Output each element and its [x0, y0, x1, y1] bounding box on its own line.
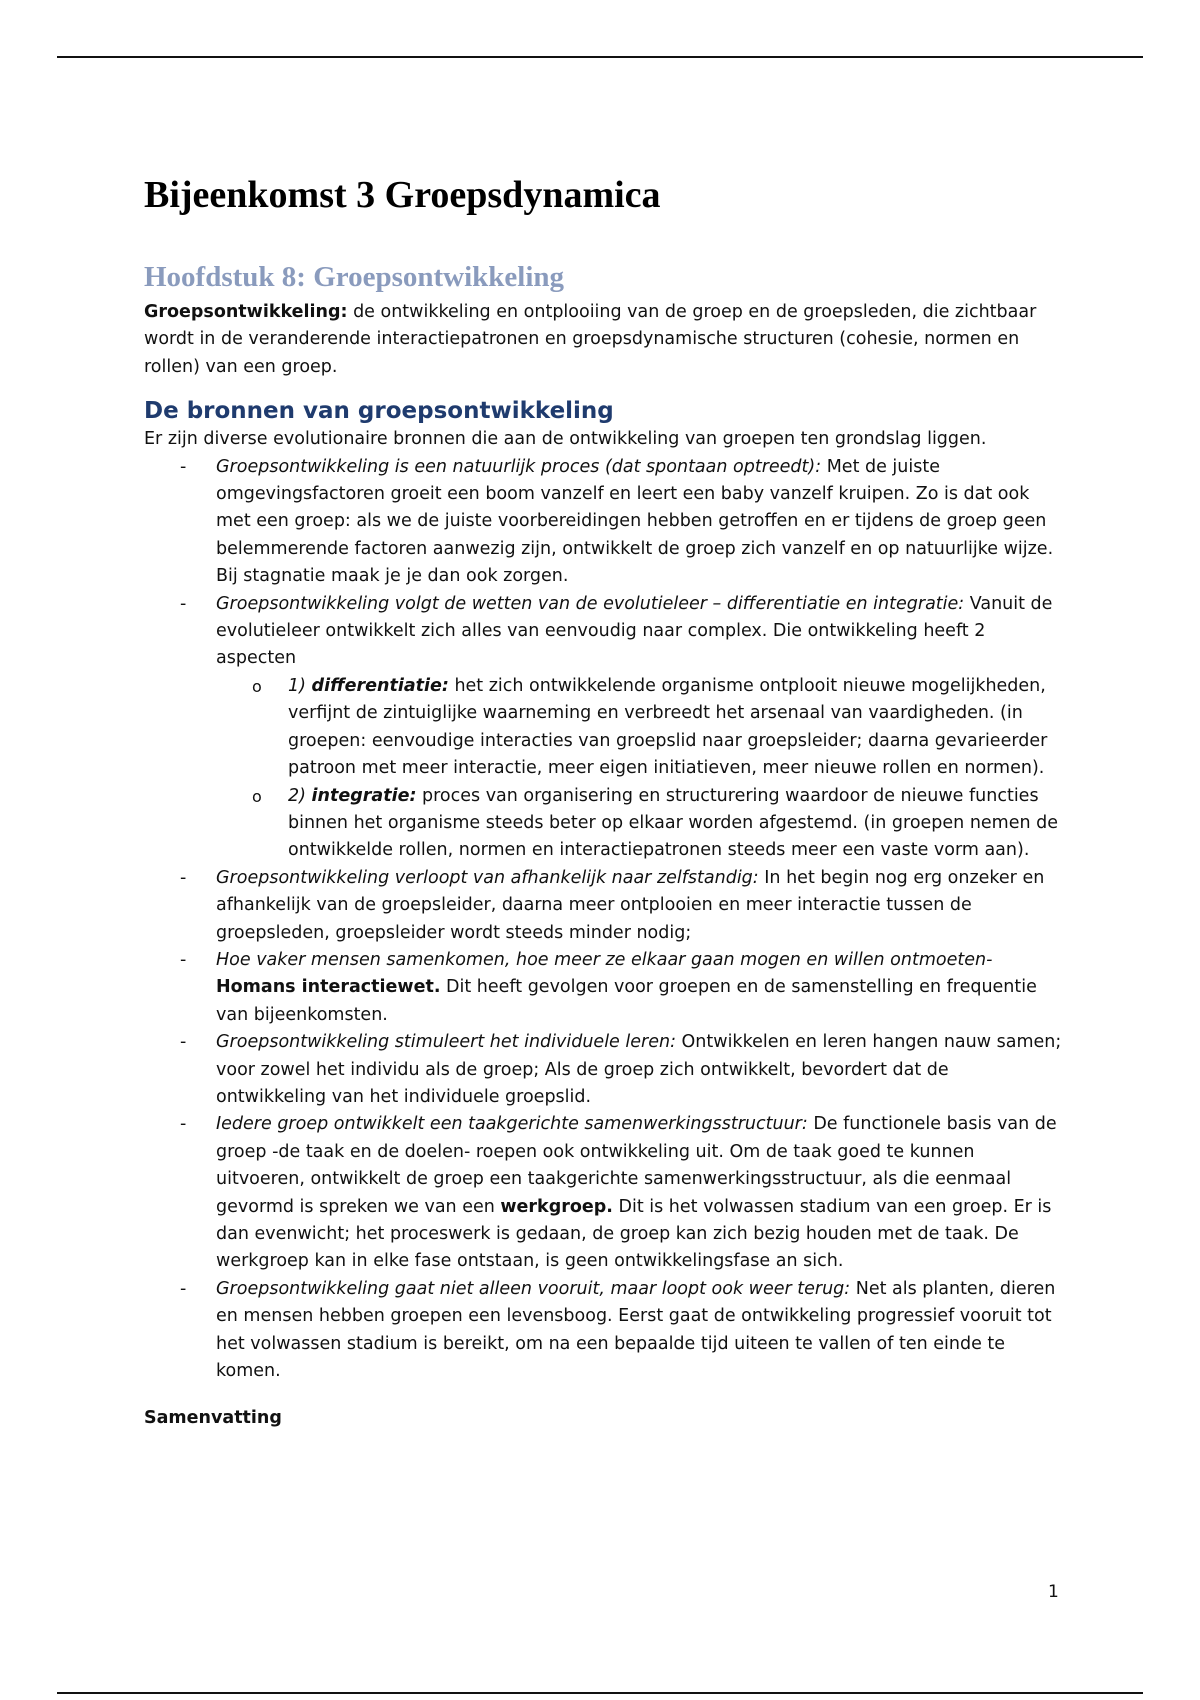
item-bold: Homans interactiewet.: [216, 977, 441, 998]
item-lead: Groepsontwikkeling volgt de wetten van de evolutieleer – differentiatie en integratie:: [216, 593, 965, 614]
dash-bullet: -: [180, 867, 187, 888]
item-text: Dit is het volwassen stadium van een groep. Er is dan evenwicht; het proceswerk is gedaan, de groep kan zich bezig houden met de taak. De werkgroep kan in elke fase ontstaan, is geen ontwikkelingsfase an sich.: [216, 1196, 1052, 1272]
sub-list: [216, 673, 1064, 865]
item-text-before: De functionele basis van de groep -de taak en de doelen- roepen ook ontwikkeling uit. Om de taak goed te kunnen uitvoeren, ontwikkelt de groep een taakgerichte samenwerkingsstructuur, als die eenmaal gevormd is spreken we van een: [216, 1114, 1057, 1217]
item-text: Ontwikkelen en leren hangen nauw samen; voor zowel het individu als de groep; Als de groep zich ontwikkelt, bevordert dat de ontwikkeling van het individuele groepslid.: [216, 1032, 1062, 1107]
document-title: Bijeenkomst 3 Groepsdynamica: [144, 174, 661, 216]
definition-paragraph: [144, 299, 1064, 381]
section-heading: De bronnen van groepsontwikkeling: [144, 398, 614, 425]
dash-bullet: -: [180, 1032, 187, 1053]
item-lead: Groepsontwikkeling is een natuurlijk proces (dat spontaan optreedt):: [216, 456, 822, 477]
item-lead: Groepsontwikkeling stimuleert het individuele leren:: [216, 1032, 676, 1053]
sub-item-term: differentiatie:: [311, 675, 449, 696]
item-text: In het begin nog erg onzeker en afhankelijk van de groepsleider, daarna meer ontplooien en meer interactie tussen de groepsleden, groepsleider wordt steeds minder nodig;: [216, 867, 1045, 943]
sub-item-term: integratie:: [311, 785, 417, 806]
item-text: Dit heeft gevolgen voor groepen en de samenstelling en frequentie van bijeenkomsten.: [216, 977, 1037, 1025]
list-item: [144, 1111, 1064, 1275]
list-item: [144, 1276, 1064, 1386]
item-text: Net als planten, dieren en mensen hebben groepen een levensboog. Eerst gaat de ontwikkeling progressief vooruit tot het volwassen stadium is bereikt, om na een bepaalde tijd uiteen te vallen of ten einde te komen.: [216, 1278, 1056, 1382]
list-item: [144, 865, 1064, 947]
item-text: Vanuit de evolutieleer ontwikkelt zich alles van eenvoudig naar complex. Die ontwikkeling heeft 2 aspecten: [216, 593, 1053, 669]
summary-label: Samenvatting: [144, 1408, 282, 1429]
definition-term: Groepsontwikkeling:: [144, 302, 348, 322]
list-item: [144, 454, 1064, 591]
sub-item-number: 2): [288, 785, 306, 806]
dash-bullet: -: [180, 456, 187, 477]
sub-item-text: het zich ontwikkelende organisme ontplooit nieuwe mogelijkheden, verfijnt de zintuiglijke waarneming en verbreedt het arsenaal van vaardigheden. (in groepen: eenvoudige interacties van groepslid naar groepsleider; daarna gevarieerder patroon met meer interactie, meer eigen initiatieven, meer nieuwe rollen en normen).: [288, 675, 1048, 779]
page-content: [144, 150, 1064, 1433]
list-item: [144, 1029, 1064, 1111]
list-item: [144, 947, 1064, 1029]
item-lead: Groepsontwikkeling verloopt van afhankelijk naar zelfstandig:: [216, 867, 759, 888]
dash-bullet: -: [180, 949, 187, 970]
section-intro: Er zijn diverse evolutionaire bronnen die aan de ontwikkeling van groepen ten grondslag liggen.: [144, 429, 987, 450]
item-bold: werkgroep.: [500, 1196, 613, 1217]
chapter-heading: Hoofdstuk 8: Groepsontwikkeling: [144, 261, 565, 293]
header-rule: [57, 56, 1143, 58]
sub-item-number: 1): [288, 675, 306, 696]
circle-bullet: o: [252, 676, 262, 696]
item-lead: Iedere groep ontwikkelt een taakgerichte samenwerkingsstructuur:: [216, 1114, 808, 1135]
footer-rule: [57, 1692, 1143, 1694]
sources-list: [144, 454, 1064, 1386]
item-lead: Groepsontwikkeling gaat niet alleen vooruit, maar loopt ook weer terug:: [216, 1278, 851, 1299]
page-number: 1: [1048, 1582, 1059, 1602]
sub-list-item: [216, 783, 1064, 865]
item-text: Met de juiste omgevingsfactoren groeit een boom vanzelf en leert een baby vanzelf kruipen. Zo is dat ook met een groep: als we de juiste voorbereidingen hebben getroffen en er tijdens de groep geen belemmerende factoren aanwezig zijn, ontwikkelt de groep zich vanzelf en op natuurlijke wijze. Bij stagnatie maak je je dan ook zorgen.: [216, 456, 1054, 587]
dash-bullet: -: [180, 1278, 187, 1299]
sub-item-text: proces van organisering en structurering waardoor de nieuwe functies binnen het organisme steeds beter op elkaar worden afgestemd. (in groepen nemen de ontwikkelde rollen, normen en interactiepatronen steeds meer een vaste vorm aan).: [288, 785, 1059, 861]
list-item: [144, 591, 1064, 865]
dash-bullet: -: [180, 1114, 187, 1135]
definition-text: de ontwikkeling en ontplooiing van de groep en de groepsleden, die zichtbaar wordt in de veranderende interactiepatronen en groepsdynamische structuren (cohesie, normen en rollen) van een groep.: [144, 302, 1037, 377]
dash-bullet: -: [180, 593, 187, 614]
item-lead: Hoe vaker mensen samenkomen, hoe meer ze elkaar gaan mogen en willen ontmoeten-: [216, 949, 993, 970]
sub-list-item: [216, 673, 1064, 783]
circle-bullet: o: [252, 786, 262, 806]
